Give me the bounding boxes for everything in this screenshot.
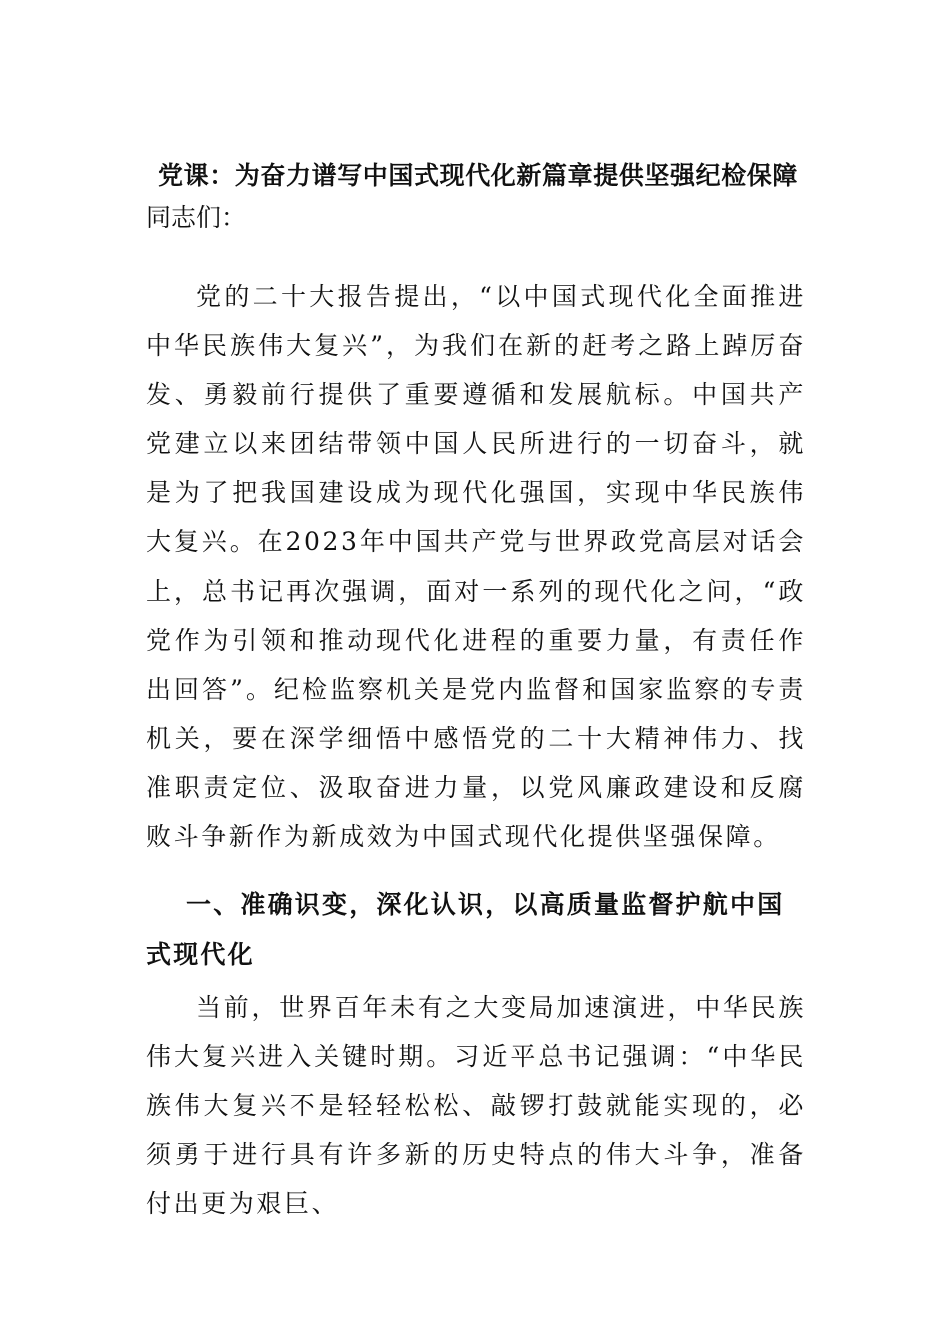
section-heading-1: 一、准确识变，深化认识，以高质量监督护航中国式现代化: [146, 890, 785, 969]
body-paragraph-intro: 党的二十大报告提出，“以中国式现代化全面推进中华民族伟大复兴”，为我们在新的赶考之路上踔厉奋发、勇毅前行提供了重要遵循和发展航标。中国共产党建立以来团结带领中国人民所进行的一切奋斗，就是为了把我国建设成为现代化强国，实现中华民族伟大复兴。在2023年中国共产党与世界政党高层对话会上，总书记再次强调，面对一系列的现代化之问，“政党作为引领和推动现代化进程的重要力量，有责任作出回答”。纪检监察机关是党内监督和国家监察的专责机关，要在深学细悟中感悟党的二十大精神伟力、找准职责定位、汲取奋进力量，以党风廉政建设和反腐败斗争新作为新成效为中国式现代化提供坚强保障。: [146, 282, 806, 852]
salutation: 同志们：: [146, 203, 247, 232]
body-paragraph-section-1: 当前，世界百年未有之大变局加速演进，中华民族伟大复兴进入关键时期。习近平总书记强调：“中华民族伟大复兴不是轻轻松松、敲锣打鼓就能实现的，必须勇于进行具有许多新的历史特点的伟大斗争，准备付出更为艰巨、: [146, 993, 806, 1219]
document-title: 党课：为奋力谱写中国式现代化新篇章提供坚强纪检保障: [158, 161, 799, 190]
